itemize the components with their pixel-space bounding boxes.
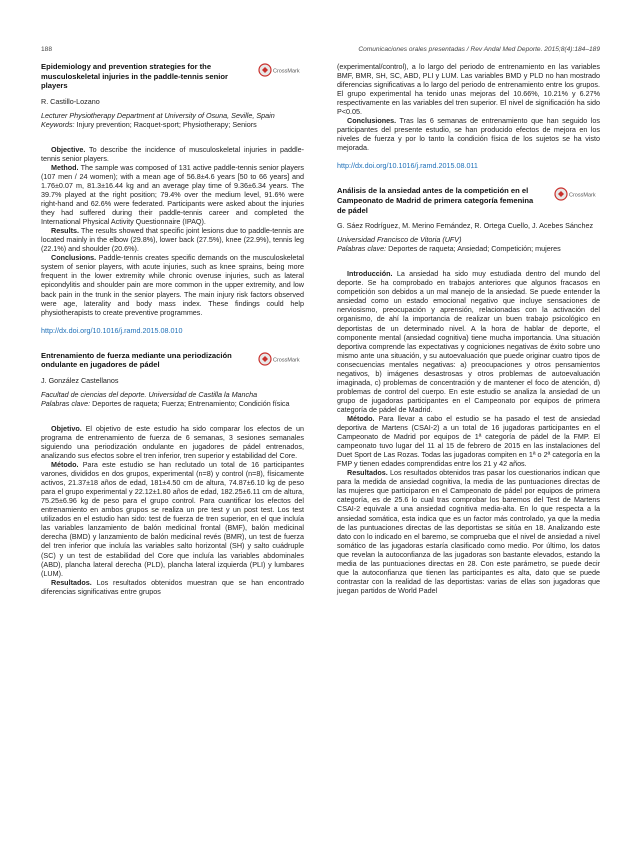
keywords-label: Palabras clave: (337, 244, 387, 254)
right-column (337, 62, 600, 595)
article2-doi-link[interactable]: http://dx.doi.org/10.1016/j.ramd.2015.08.011 (337, 161, 478, 171)
article2-title: Entrenamiento de fuerza mediante una periodización ondulante en jugadores de pádel (41, 350, 232, 370)
article1-authors: R. Castillo-Lozano (41, 96, 100, 106)
keywords-label: Keywords: (41, 119, 75, 129)
article3-header (337, 186, 600, 215)
article3-affiliation: Universidad Francisco de Vitoria (UFV) (337, 235, 462, 245)
keywords-text: Deportes de raqueta; Ansiedad; Competición; mujeres (388, 244, 561, 254)
article1-conclusions: Conclusions. Paddle-tennis creates specific demands on the musculoskeletal system of senior players, with acute injuries, such as knee sprains, being more frequent in the lower extremity while chronic overuse injuries, such as lateral epicondylitis and shoulder pain are more common in the upper extremity, and low back pain in the trunk in the senior players. The main injury risk factors observed were age, laterality and body mass index. These findings could help physiotherapists to create preventive programmes. (41, 253, 304, 317)
article1-title: Epidemiology and prevention strategies for the musculoskeletal injuries in the paddle-tennis senior players (41, 62, 228, 91)
article2-affiliation: Facultad de ciencias del deporte. Universidad de Castilla la Mancha (41, 389, 258, 399)
article2-results-continued: (experimental/control), a lo largo del periodo de entrenamiento en las variables BMF, BMR, SH, SC, ABD, PLI y LUM. Las variables BMD y PLD no han mostrado diferencias significativas a lo largo del periodo de entrenamiento entre los grupos. El grupo experimental ha tenido unas mejoras del 10.66%, 10.21% y 6.27% respectivamente en las variables del tren superior. El nivel de significación ha sido P<0.05. (337, 62, 600, 117)
crossmark-icon[interactable] (258, 63, 304, 77)
keywords-text: Deportes de raqueta; Fuerza; Entrenamiento; Condición física (92, 398, 290, 408)
article2-method: Método. Para este estudio se han reclutado un total de 16 participantes varones, divididos en dos grupos, experimental (n=8) y control (n=8), físicamente activos, 21.37±18 años de edad, 181±4.50 cm de altura, 74.87±6.10 kg de peso para el grupo experimental y 22.12±1.80 años de edad, 182.25±6.11 cm de altura, 75.25±6.96 kg de peso para el grupo control. Para cuantificar los efectos del entrenamiento en ambos grupos se realiza un pre test y un post test. Los test utilizados en el estudio han sido: test de fuerza de tren superior, en el que incluía las variables lanzamiento de balón medicinal frontal (BMF), balón medicinal derecha (BMD) y lanzamiento de balón medicinal revés (BMR), un test de fuerza del tren inferior que incluía las variables salto horizontal (SH) y salto cuádruple (SC) y un test de estabilidad del Core que incluía las variables abdominales (ABD), plancha lateral derecha (PLD), plancha lateral izquierda (PLI) y lumbares (LUM). (41, 460, 304, 578)
article3-method: Método. Para llevar a cabo el estudio se ha pasado el test de ansiedad deportiva de Martens (CSAI-2) a un total de 16 jugadoras participantes en el Campeonato de Madrid por equipos de 1ª categoría de pádel de la FMP. El campeonato tuvo lugar del 11 al 15 de febrero de 2015 en las instalaciones del Duet Sport de Las Rozas. Todas las jugadoras compiten en 1ª o 2ª categoría en la FMP y tienen edades comprendidas entre los 21 y 42 años. (337, 414, 600, 469)
running-header: Comunicaciones orales presentadas / Rev Andal Med Deporte. 2015;8(4):184–189 (358, 46, 600, 53)
svg-text:CrossMark: CrossMark (569, 192, 596, 199)
article2-results: Resultados. Los resultados obtenidos muestran que se han encontrado diferencias significativas entre grupos (41, 577, 304, 596)
svg-text:CrossMark: CrossMark (273, 68, 300, 75)
article1-objective: Objective. To describe the incidence of musculoskeletal injuries in paddle-tennis senior players. (41, 144, 304, 163)
article2-header (41, 351, 304, 370)
crossmark-icon[interactable] (554, 187, 600, 201)
article2-conclusions: Conclusiones. Tras las 6 semanas de entrenamiento que han seguido los participantes del presente estudio, se han producido efectos de mejora en los niveles de fuerza y por lo tanto la condición física de los sujetos se ha visto mejorada. (337, 116, 600, 153)
page-number: 188 (41, 46, 53, 53)
article1-keywords (41, 120, 304, 129)
article1-header (41, 62, 304, 91)
keywords-text: Injury prevention; Racquet-sport; Physiotherapy; Seniors (76, 119, 257, 129)
article1-affiliation: Lecturer Physiotherapy Department at University of Osuna, Seville, Spain (41, 110, 275, 120)
article1-results: Results. The results showed that specific joint lesions due to paddle-tennis are located mainly in the elbow (29.8%), lower back (27.5%), knee (22.9%), tennis leg (22.1%) and shoulder (20.6%). (41, 226, 305, 254)
svg-text:CrossMark: CrossMark (273, 357, 300, 364)
article3-title: Análisis de la ansiedad antes de la competición en el Campeonato de Madrid de primera categoría femenina de pádel (337, 186, 534, 215)
article3-keywords (337, 244, 600, 253)
article1-doi-link[interactable]: http://dx.doi.org/10.1016/j.ramd.2015.08.010 (41, 325, 183, 335)
article3-results: Resultados. Los resultados obtenidos tras pasar los cuestionarios indican que para la medida de ansiedad cognitiva, la media de las puntuaciones directas de las mujeres que participaron en el Campeonato de pádel por equipos de primera categoría, es de 25.6 lo cual tras comprobar los baremos del Test de Martens CSAI-2 equivale a una ansiedad cognitiva media-alta. En lo que respecta a la ansiedad somática, esta indica que es un factor más controlado, ya que la media de las puntuaciones directas de las deportistas se sitúa en 18. Analizando este dato con lo indicado en el baremo, se comprueba que el nivel de ansiedad a nivel somático de las jugadoras estaría clasificado como medio. Por último, los datos que revelan la autoconfianza de las jugadoras son bastante elevados, estando la media de las puntuaciones directas en 28. Con este parámetro, se puede decir que la autoconfianza que tienen las participantes es alta, dato que se puede contrastar con la realidad de las deportistas: varias de ellas son jugadoras que juegan partidos de World Padel (337, 468, 600, 595)
article3-authors: G. Sáez Rodríguez, M. Merino Fernández, R. Ortega Cuello, J. Acebes Sánchez (337, 221, 594, 231)
keywords-label: Palabras clave: (41, 398, 91, 408)
article1-method: Method. The sample was composed of 131 active paddle-tennis senior players (107 men / 24 women); with a mean age of 56.8±4.6 years [50 to 66 years] and 1.76±0.07 m, 81.3±16.44 kg and an average play time of 9.36±6.34 years. The 39.7% played at the right position; 79.4% over the medium level, 91.6% were right-hand and 62.6% were federated. Participants were asked about the injuries they had suffered during their paddle-tennis career and completed the International Physical Activity Questionnaire (IPAQ). (41, 162, 304, 227)
crossmark-icon[interactable] (258, 352, 304, 366)
article2-objective: Objetivo. El objetivo de este estudio ha sido comparar los efectos de un programa de entrenamiento de fuerza de 6 semanas, 3 sesiones semanales siguiendo una periodización ondulante en jugadores de pádel entrenados, analizando sus efectos sobre el tren inferior, tren superior y estabilidad del Core. (41, 423, 304, 460)
article3-introduction: Introducción. La ansiedad ha sido muy estudiada dentro del mundo del deporte. Se ha comprobado en trabajos anteriores que algunos fracasos en competición son debidos a un mal manejo de la ansiedad. Se puede entender la ansiedad como un estado emocional negativo que incluye sensaciones de nerviosismo, preocupación y aprensión, relacionadas con la activación del organismo, de ahí la importancia de realizar un buen trabajo psicológico en deportistas de un determinado nivel. A la hora de hablar de deporte, el componente mental (ansiedad cognitiva) tiene mucha importancia. Una situación deportiva comprende las expectativas y cogniciones negativas de éxito sobre uno mismo ante una situación, y su autoevaluación que puede originar cuatro tipos de consecuencias mentales negativas: a) preocupaciones y otros pensamientos negativos, b) imágenes desastrosas y otros problemas de autoevaluación imaginada, c) problemas de concentración y de mantener el foco de atención, d) problemas de control del cuerpo. En este estudio se analiza la ansiedad de un grupo de jugadoras participantes en el Campeonato por equipos de primera categoría de pádel de Madrid. (337, 269, 600, 414)
left-column (41, 62, 304, 596)
article2-keywords (41, 399, 304, 408)
article2-authors: J. González Castellanos (41, 375, 119, 385)
